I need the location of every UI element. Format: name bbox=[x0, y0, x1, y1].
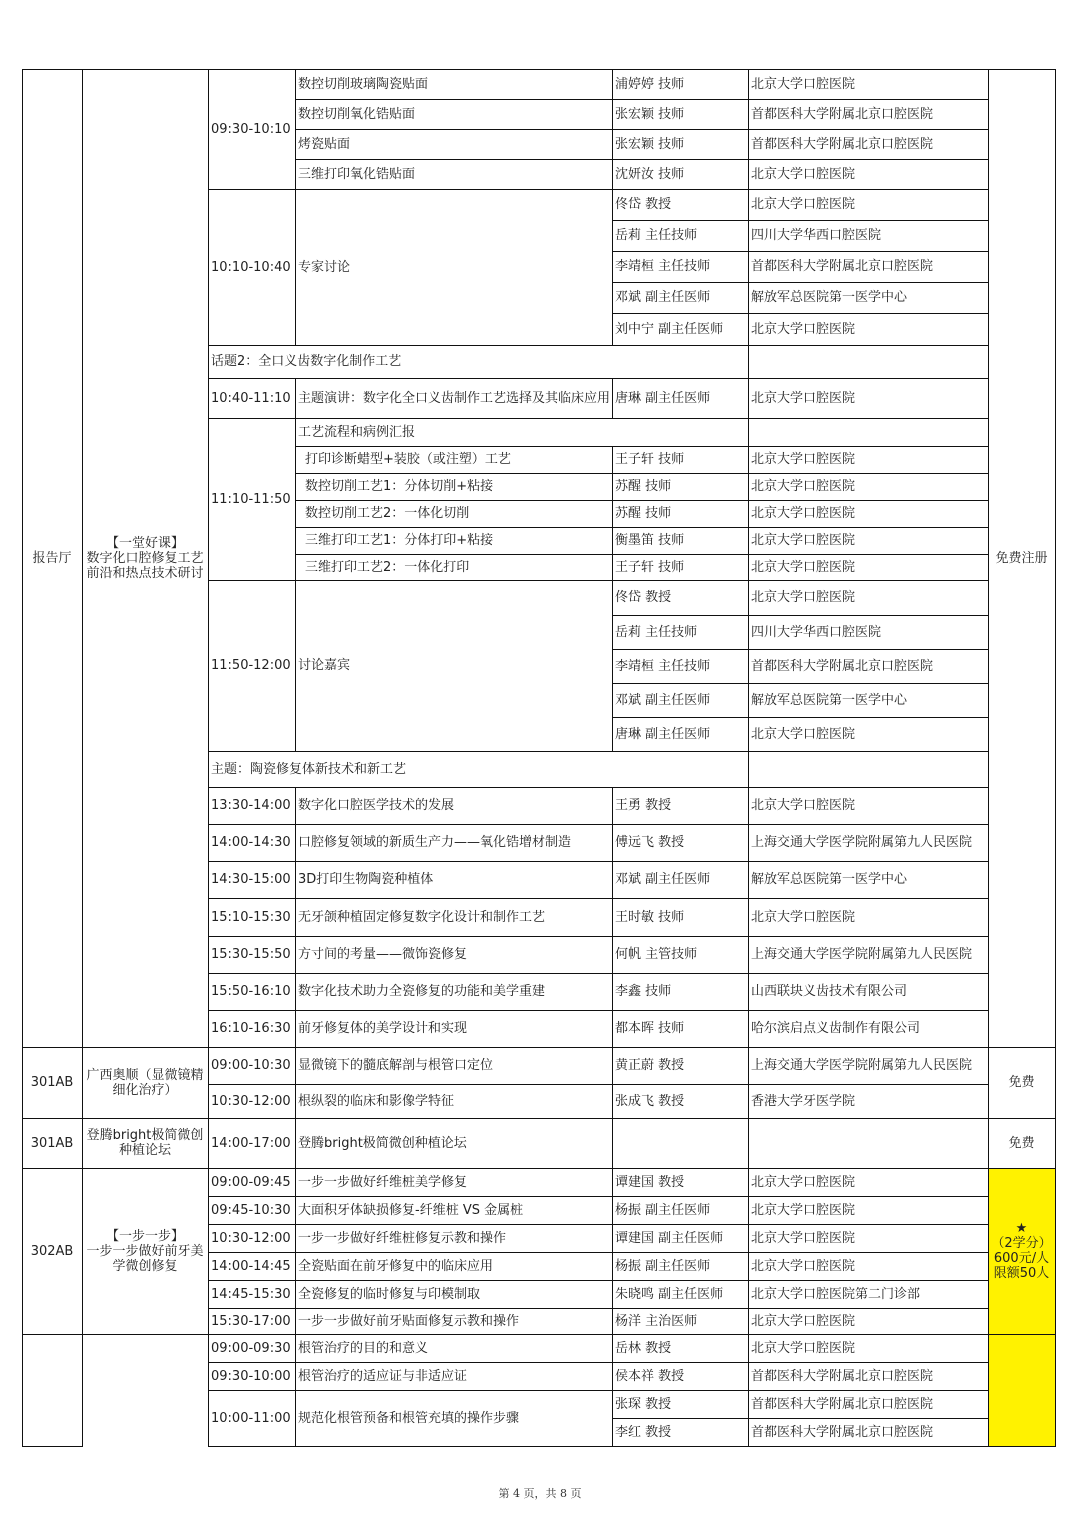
highlight-fee-cell bbox=[988, 1334, 1055, 1446]
time-cell: 13:30-14:00 bbox=[211, 798, 291, 813]
speaker-cell: 王时敏 技师 bbox=[615, 909, 685, 925]
organization-cell: 北京大学口腔医院 bbox=[751, 590, 856, 605]
grid-line bbox=[612, 69, 613, 345]
speaker-cell: 何帆 主管技师 bbox=[615, 947, 698, 962]
time-cell: 14:00-14:45 bbox=[211, 1258, 291, 1274]
grid-line bbox=[208, 1362, 989, 1363]
grid-line bbox=[22, 1334, 1056, 1335]
organization-cell: 四川大学华西口腔医院 bbox=[751, 228, 882, 243]
fee-cell: ★ （2学分） 600元/人 限额50人 bbox=[991, 1221, 1052, 1281]
time-cell: 10:10-10:40 bbox=[211, 259, 291, 275]
grid-line bbox=[22, 1168, 1056, 1169]
grid-line bbox=[208, 824, 989, 825]
speaker-cell: 佟岱 教授 bbox=[615, 590, 672, 605]
speaker-cell: 李靖桓 主任技师 bbox=[615, 658, 711, 674]
organization-cell: 北京大学口腔医院 bbox=[751, 506, 856, 521]
speaker-cell: 苏醒 技师 bbox=[615, 506, 672, 521]
organization-cell: 解放军总医院第一医学中心 bbox=[751, 290, 908, 305]
speaker-cell: 李红 教授 bbox=[615, 1424, 672, 1440]
speaker-cell: 王勇 教授 bbox=[615, 798, 672, 813]
speaker-cell: 邓斌 副主任医师 bbox=[615, 872, 711, 887]
organization-cell: 首都医科大学附属北京口腔医院 bbox=[751, 658, 934, 674]
time-cell: 15:50-16:10 bbox=[211, 984, 291, 999]
grid-line bbox=[208, 1196, 989, 1197]
grid-line bbox=[612, 282, 989, 283]
fee-cell: 免费注册 bbox=[995, 550, 1048, 566]
grid-line bbox=[208, 898, 989, 899]
grid-line bbox=[208, 189, 989, 190]
speaker-cell: 杨洋 主治医师 bbox=[615, 1313, 698, 1329]
session-header: 主题：陶瓷修复体新技术和新工艺 bbox=[211, 761, 407, 777]
organization-cell: 上海交通大学医学院附属第九人民医院 bbox=[751, 1058, 973, 1073]
topic-cell: 规范化根管预备和根管充填的操作步骤 bbox=[298, 1410, 520, 1426]
grid-line bbox=[208, 751, 989, 752]
organization-cell: 首都医科大学附属北京口腔医院 bbox=[751, 106, 934, 122]
organization-cell: 解放军总医院第一医学中心 bbox=[751, 872, 908, 887]
speaker-cell: 谭建国 教授 bbox=[615, 1174, 685, 1190]
topic-cell: 根管治疗的适应证与非适应证 bbox=[298, 1368, 468, 1384]
speaker-cell: 岳林 教授 bbox=[615, 1340, 672, 1356]
organization-cell: 山西联块义齿技术有限公司 bbox=[751, 984, 908, 999]
speaker-cell: 杨振 副主任医师 bbox=[615, 1202, 711, 1218]
organization-cell bbox=[748, 1118, 988, 1168]
topic-cell: 数控切削工艺2：一体化切削 bbox=[305, 506, 470, 521]
time-cell: 09:00-10:30 bbox=[211, 1058, 291, 1073]
grid-line bbox=[295, 99, 989, 100]
grid-line bbox=[22, 1118, 1056, 1119]
sub-header: 工艺流程和病例汇报 bbox=[298, 424, 416, 440]
grid-line bbox=[208, 936, 989, 937]
topic-cell: 三维打印工艺2：一体化打印 bbox=[305, 559, 470, 575]
grid-line bbox=[295, 554, 989, 555]
grid-line bbox=[208, 1252, 989, 1253]
organization-cell: 哈尔滨启点义齿制作有限公司 bbox=[751, 1021, 921, 1036]
topic-cell: 口腔修复领域的新质生产力——氧化锆增材制造 bbox=[298, 835, 572, 850]
grid-line bbox=[295, 787, 296, 1446]
organization-cell: 北京大学口腔医院 bbox=[751, 197, 856, 212]
organization-cell: 首都医科大学附属北京口腔医院 bbox=[751, 259, 934, 274]
grid-line bbox=[208, 1390, 989, 1391]
organization-cell: 上海交通大学医学院附属第九人民医院 bbox=[751, 947, 973, 962]
time-cell: 15:30-15:50 bbox=[211, 947, 291, 962]
organization-cell: 北京大学口腔医院 bbox=[751, 1230, 856, 1246]
topic-cell: 方寸间的考量——微饰瓷修复 bbox=[298, 947, 468, 962]
speaker-cell bbox=[612, 1118, 748, 1168]
venue-title: 【一堂好课】 数字化口腔修复工艺前沿和热点技术研讨 bbox=[86, 535, 204, 581]
grid-line bbox=[612, 683, 989, 684]
grid-line bbox=[612, 787, 613, 1446]
time-cell: 09:00-09:30 bbox=[211, 1340, 291, 1356]
grid-line bbox=[1055, 69, 1056, 1446]
time-cell: 10:00-11:00 bbox=[211, 1410, 291, 1426]
organization-cell: 北京大学口腔医院 bbox=[751, 452, 856, 467]
grid-line bbox=[208, 1084, 989, 1085]
topic-cell: 三维打印氧化锆贴面 bbox=[298, 166, 416, 182]
grid-line bbox=[295, 159, 989, 160]
grid-line bbox=[22, 1047, 1056, 1048]
organization-cell: 北京大学口腔医院 bbox=[751, 390, 856, 406]
grid-line bbox=[82, 69, 83, 1446]
topic-cell: 数控切削工艺1：分体切削+粘接 bbox=[305, 479, 494, 494]
grid-line bbox=[208, 1224, 989, 1225]
topic-cell: 打印诊断蜡型+装胶（或注塑）工艺 bbox=[305, 452, 511, 467]
grid-line bbox=[208, 1280, 989, 1281]
organization-cell: 解放军总医院第一医学中心 bbox=[751, 692, 908, 708]
time-cell: 14:45-15:30 bbox=[211, 1286, 291, 1302]
speaker-cell: 侯本祥 教授 bbox=[615, 1368, 685, 1384]
session-header: 话题2：全口义齿数字化制作工艺 bbox=[211, 354, 402, 369]
organization-cell: 北京大学口腔医院 bbox=[751, 909, 856, 925]
speaker-cell: 衡墨笛 技师 bbox=[615, 533, 685, 548]
grid-line bbox=[208, 1446, 989, 1447]
time-cell: 14:30-15:00 bbox=[211, 872, 291, 887]
organization-cell: 香港大学牙医学院 bbox=[751, 1093, 856, 1109]
grid-line bbox=[22, 1446, 83, 1447]
organization-cell: 北京大学口腔医院 bbox=[751, 1313, 856, 1329]
speaker-cell: 李鑫 技师 bbox=[615, 984, 672, 999]
speaker-cell: 王子轩 技师 bbox=[615, 559, 685, 575]
topic-cell: 烤瓷贴面 bbox=[298, 136, 351, 152]
topic-cell: 无牙颌种植固定修复数字化设计和制作工艺 bbox=[298, 909, 546, 925]
grid-line bbox=[295, 446, 989, 447]
venue-title: 登腾bright极简微创种植论坛 bbox=[86, 1128, 204, 1158]
grid-line bbox=[208, 418, 989, 419]
speaker-cell: 刘中宁 副主任医师 bbox=[615, 321, 724, 337]
venue-room: 报告厅 bbox=[32, 550, 72, 566]
organization-cell: 四川大学华西口腔医院 bbox=[751, 624, 882, 640]
speaker-cell: 谭建国 副主任医师 bbox=[615, 1230, 724, 1246]
time-cell: 16:10-16:30 bbox=[211, 1021, 291, 1036]
organization-cell: 北京大学口腔医院 bbox=[751, 1258, 856, 1274]
organization-cell: 北京大学口腔医院 bbox=[751, 76, 856, 92]
topic-cell: 主题演讲：数字化全口义齿制作工艺选择及其临床应用 bbox=[298, 390, 611, 406]
grid-line bbox=[612, 378, 613, 418]
time-cell: 14:00-14:30 bbox=[211, 835, 291, 850]
grid-line bbox=[612, 649, 989, 650]
time-cell: 14:00-17:00 bbox=[211, 1135, 291, 1151]
speaker-cell: 张宏颖 技师 bbox=[615, 136, 685, 152]
speaker-cell: 张成飞 教授 bbox=[615, 1093, 685, 1109]
grid-line bbox=[988, 69, 989, 1446]
time-cell: 09:30-10:10 bbox=[211, 121, 291, 137]
grid-line bbox=[208, 787, 989, 788]
grid-line bbox=[612, 446, 613, 751]
time-cell: 11:10-11:50 bbox=[211, 491, 291, 507]
speaker-cell: 岳莉 主任技师 bbox=[615, 228, 698, 243]
grid-line bbox=[208, 973, 989, 974]
organization-cell: 北京大学口腔医院第二门诊部 bbox=[751, 1286, 921, 1302]
speaker-cell: 黄正蔚 教授 bbox=[615, 1058, 685, 1073]
grid-line bbox=[748, 69, 749, 1446]
grid-line bbox=[22, 69, 1056, 70]
venue-room: 301AB bbox=[30, 1135, 74, 1151]
grid-line bbox=[208, 580, 989, 581]
grid-line bbox=[208, 345, 989, 346]
venue-room: 302AB bbox=[30, 1243, 74, 1259]
grid-line bbox=[988, 1446, 1056, 1447]
speaker-cell: 岳莉 主任技师 bbox=[615, 624, 698, 640]
topic-cell: 根管治疗的目的和意义 bbox=[298, 1340, 429, 1356]
speaker-cell: 张琛 教授 bbox=[615, 1396, 672, 1412]
grid-line bbox=[295, 500, 989, 501]
speaker-cell: 李靖桓 主任技师 bbox=[615, 259, 711, 274]
time-cell: 09:30-10:00 bbox=[211, 1368, 291, 1384]
organization-cell: 首都医科大学附属北京口腔医院 bbox=[751, 1396, 934, 1412]
grid-line bbox=[295, 129, 989, 130]
grid-line bbox=[208, 1308, 989, 1309]
time-cell: 10:30-12:00 bbox=[211, 1093, 291, 1109]
speaker-cell: 朱晓鸣 副主任医师 bbox=[615, 1286, 724, 1302]
speaker-cell: 邓斌 副主任医师 bbox=[615, 692, 711, 708]
topic-cell: 登腾bright极简微创种植论坛 bbox=[298, 1135, 467, 1151]
topic-cell: 前牙修复体的美学设计和实现 bbox=[298, 1021, 468, 1036]
organization-cell: 上海交通大学医学院附属第九人民医院 bbox=[751, 835, 973, 850]
time-cell: 09:00-09:45 bbox=[211, 1174, 291, 1190]
fee-cell: 免费 bbox=[1008, 1135, 1035, 1151]
organization-cell: 北京大学口腔医院 bbox=[751, 1340, 856, 1356]
topic-cell: 数字化口腔医学技术的发展 bbox=[298, 798, 455, 813]
speaker-cell: 都本晖 技师 bbox=[615, 1021, 685, 1036]
grid-line bbox=[612, 313, 989, 314]
grid-line bbox=[295, 527, 989, 528]
grid-line bbox=[295, 378, 296, 751]
organization-cell: 北京大学口腔医院 bbox=[751, 1202, 856, 1218]
topic-cell: 大面积牙体缺损修复-纤维桩 VS 金属桩 bbox=[298, 1202, 524, 1218]
page-footer: 第 4 页，共 8 页 bbox=[498, 1487, 582, 1500]
grid-line bbox=[208, 69, 209, 1446]
grid-line bbox=[208, 861, 989, 862]
grid-line bbox=[208, 378, 989, 379]
topic-cell: 一步一步做好前牙贴面修复示教和操作 bbox=[298, 1313, 520, 1329]
speaker-cell: 苏醒 技师 bbox=[615, 479, 672, 494]
speaker-cell: 傅远飞 教授 bbox=[615, 835, 685, 850]
grid-line bbox=[612, 1418, 989, 1419]
grid-line bbox=[295, 473, 989, 474]
speaker-cell: 王子轩 技师 bbox=[615, 452, 685, 467]
time-cell: 15:30-17:00 bbox=[211, 1313, 291, 1329]
speaker-cell: 张宏颖 技师 bbox=[615, 106, 685, 122]
topic-cell: 全瓷贴面在前牙修复中的临床应用 bbox=[298, 1258, 494, 1274]
topic-cell: 专家讨论 bbox=[298, 259, 351, 275]
time-cell: 10:40-11:10 bbox=[211, 390, 291, 406]
speaker-cell: 佟岱 教授 bbox=[615, 197, 672, 212]
grid-line bbox=[612, 615, 989, 616]
time-cell: 15:10-15:30 bbox=[211, 909, 291, 925]
time-cell: 09:45-10:30 bbox=[211, 1202, 291, 1218]
organization-cell: 首都医科大学附属北京口腔医院 bbox=[751, 136, 934, 152]
organization-cell: 北京大学口腔医院 bbox=[751, 533, 856, 548]
time-cell: 11:50-12:00 bbox=[211, 658, 291, 673]
organization-cell: 北京大学口腔医院 bbox=[751, 479, 856, 494]
organization-cell: 首都医科大学附属北京口腔医院 bbox=[751, 1424, 934, 1440]
grid-line bbox=[295, 69, 296, 345]
organization-cell: 北京大学口腔医院 bbox=[751, 321, 856, 337]
speaker-cell: 唐琳 副主任医师 bbox=[615, 390, 711, 406]
venue-room: 301AB bbox=[30, 1075, 74, 1090]
organization-cell: 北京大学口腔医院 bbox=[751, 166, 856, 182]
topic-cell: 一步一步做好纤维桩修复示教和操作 bbox=[298, 1230, 507, 1246]
grid-line bbox=[208, 1010, 989, 1011]
venue-title: 广西奥顺（显微镜精细化治疗） bbox=[86, 1067, 204, 1098]
topic-cell: 讨论嘉宾 bbox=[298, 658, 351, 673]
topic-cell: 三维打印工艺1：分体打印+粘接 bbox=[305, 533, 494, 548]
speaker-cell: 沈妍汝 技师 bbox=[615, 166, 685, 182]
organization-cell: 北京大学口腔医院 bbox=[751, 798, 856, 813]
topic-cell: 根纵裂的临床和影像学特征 bbox=[298, 1093, 455, 1109]
speaker-cell: 杨振 副主任医师 bbox=[615, 1258, 711, 1274]
grid-line bbox=[612, 717, 989, 718]
speaker-cell: 邓斌 副主任医师 bbox=[615, 290, 711, 305]
topic-cell: 数控切削氧化锆贴面 bbox=[298, 106, 416, 122]
speaker-cell: 唐琳 副主任医师 bbox=[615, 726, 711, 742]
topic-cell: 全瓷修复的临时修复与印模制取 bbox=[298, 1286, 481, 1302]
fee-cell: 免费 bbox=[1008, 1075, 1035, 1090]
topic-cell: 一步一步做好纤维桩美学修复 bbox=[298, 1174, 468, 1190]
time-cell: 10:30-12:00 bbox=[211, 1230, 291, 1246]
speaker-cell: 浦婷婷 技师 bbox=[615, 76, 685, 92]
venue-title: 【一步一步】 一步一步做好前牙美学微创修复 bbox=[86, 1228, 204, 1274]
organization-cell: 首都医科大学附属北京口腔医院 bbox=[751, 1368, 934, 1384]
grid-line bbox=[612, 220, 989, 221]
grid-line bbox=[22, 69, 23, 1446]
topic-cell: 数字化技术助力全瓷修复的功能和美学重建 bbox=[298, 984, 546, 999]
organization-cell: 北京大学口腔医院 bbox=[751, 559, 856, 575]
topic-cell: 显微镜下的髓底解剖与根管口定位 bbox=[298, 1058, 494, 1073]
organization-cell: 北京大学口腔医院 bbox=[751, 726, 856, 742]
topic-cell: 数控切削玻璃陶瓷贴面 bbox=[298, 76, 429, 92]
organization-cell: 北京大学口腔医院 bbox=[751, 1174, 856, 1190]
topic-cell: 3D打印生物陶瓷种植体 bbox=[298, 872, 434, 887]
grid-line bbox=[612, 251, 989, 252]
